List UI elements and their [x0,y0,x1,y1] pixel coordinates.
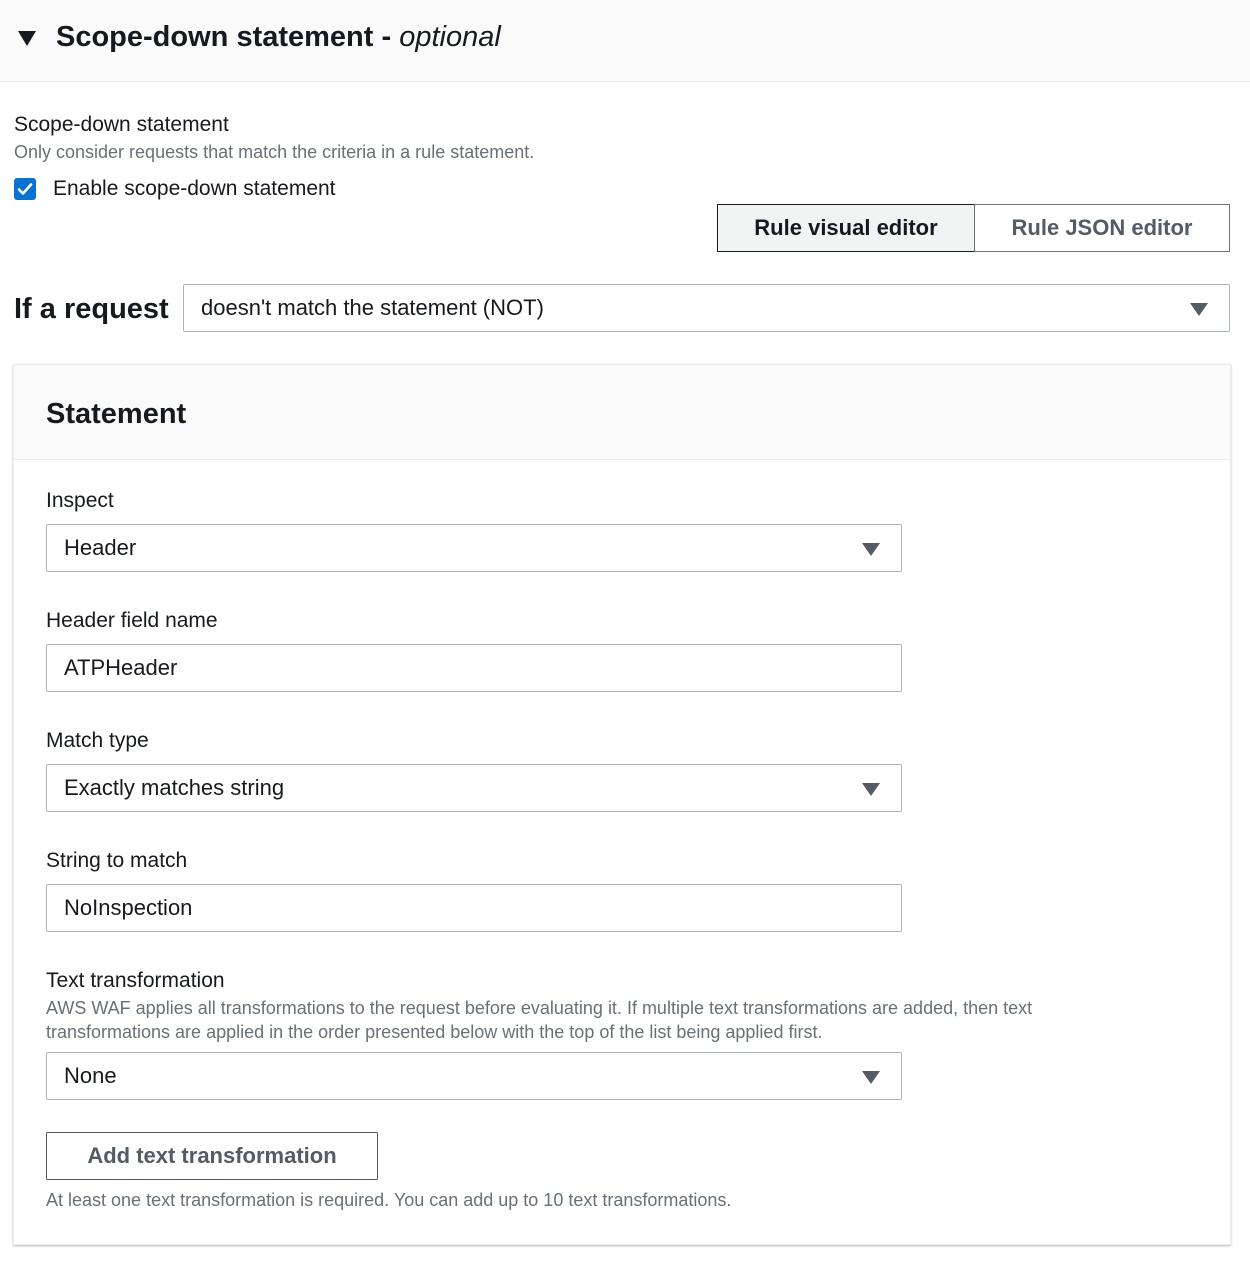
text-transformation-description-1: AWS WAF applies all transformations to the request before evaluating it. If multiple text transformations are added, then text [46,998,1033,1018]
add-text-transformation-button[interactable]: Add text transformation [46,1132,378,1180]
text-transformation-footer-note: At least one text transformation is required. You can add up to 10 text transformations. [46,1190,732,1210]
string-to-match-value: NoInspection [64,895,193,920]
dropdown-arrow-icon [862,543,880,556]
enable-scope-down-checkbox[interactable] [14,178,36,200]
match-type-value: Exactly matches string [64,775,285,800]
caret-down-icon[interactable] [18,31,36,46]
scope-down-label: Scope-down statement [14,113,229,136]
dropdown-arrow-icon [1190,303,1208,316]
rule-visual-editor-tab[interactable]: Rule visual editor [717,204,975,252]
inspect-label: Inspect [46,489,114,512]
string-to-match-input[interactable] [46,884,902,932]
statement-panel-header [14,365,1230,460]
string-to-match-label: String to match [46,849,188,872]
section-title [56,18,501,56]
inspect-value: Header [64,535,137,560]
statement-title: Statement [46,398,187,430]
section-title-text: Scope-down statement - [56,21,392,53]
match-type-label: Match type [46,729,149,752]
header-field-name-input[interactable] [46,644,902,692]
match-type-select[interactable] [46,764,902,812]
header-field-name-label: Header field name [46,609,218,632]
inspect-select[interactable] [46,524,902,572]
section-title-optional: optional [399,21,501,53]
rule-json-editor-tab[interactable]: Rule JSON editor [974,204,1230,252]
text-transformation-label: Text transformation [46,969,225,992]
text-transformation-description-2: transformations are applied in the order presented below with the top of the list being applied first. [46,1022,823,1042]
dropdown-arrow-icon [862,1071,880,1084]
section-header[interactable] [0,0,1250,82]
checkmark-icon [17,181,33,197]
if-request-value: doesn't match the statement (NOT) [201,295,544,320]
if-request-label: If a request [14,293,169,325]
text-transformation-value: None [64,1063,117,1088]
text-transformation-select[interactable] [46,1052,902,1100]
enable-scope-down-label[interactable]: Enable scope-down statement [53,177,336,200]
header-field-name-value: ATPHeader [64,655,178,680]
dropdown-arrow-icon [862,783,880,796]
scope-down-description: Only consider requests that match the criteria in a rule statement. [14,142,535,162]
if-request-select[interactable] [183,284,1230,332]
